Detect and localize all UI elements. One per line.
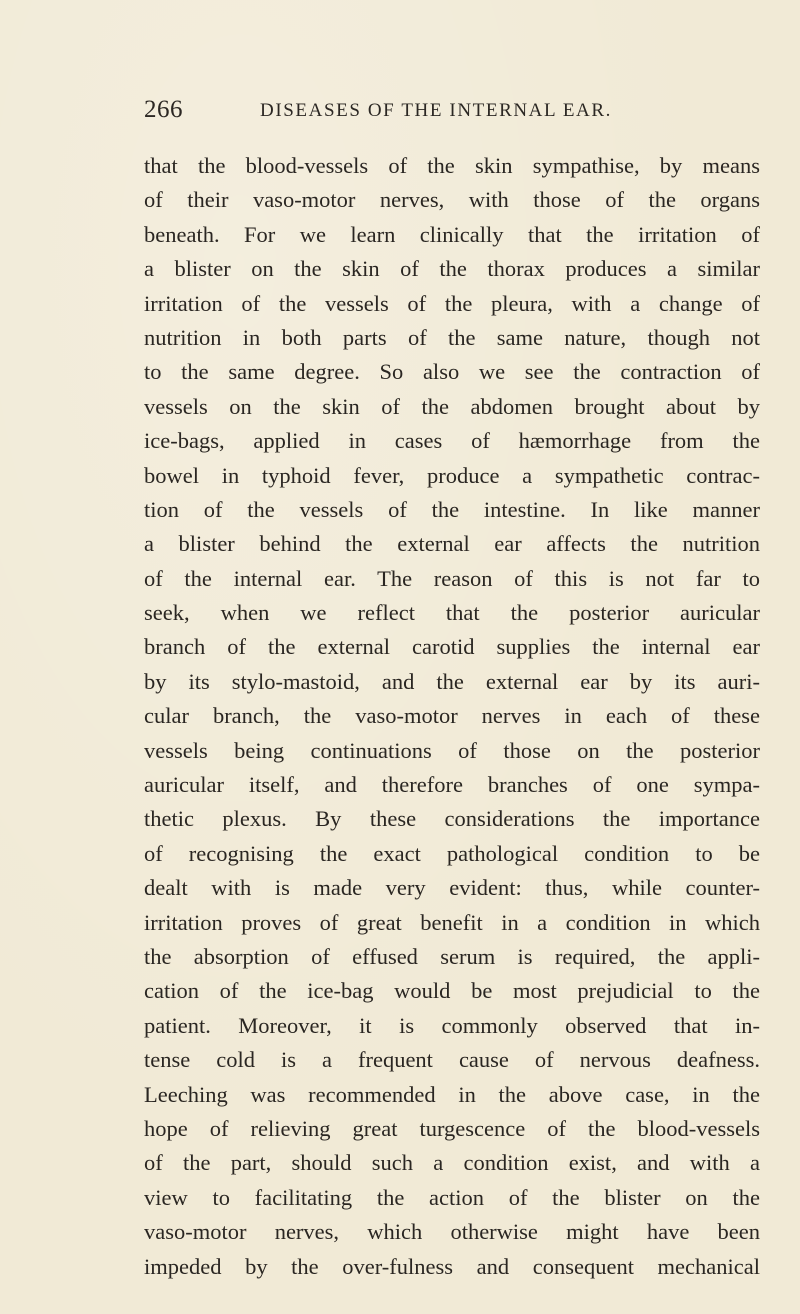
text-line: irritation of the vessels of the pleura, with a change of (144, 290, 760, 316)
text-line: of recognising the exact pathological condition to be (144, 840, 760, 866)
text-line: auricular itself, and therefore branches of one sympa- (144, 772, 760, 798)
text-line: by its stylo-mastoid, and the external ear by its auri- (144, 668, 760, 694)
text-line: vessels being continuations of those on the posterior (144, 737, 760, 763)
text-line: impeded by the over-fulness and consequent mechanical (144, 1253, 760, 1279)
text-line: view to facilitating the action of the blister on the (144, 1184, 760, 1210)
text-line: of the part, should such a condition exist, and with a (144, 1150, 760, 1176)
page-header (0, 96, 800, 132)
text-line: vessels on the skin of the abdomen brought about by (144, 393, 760, 419)
text-line: branch of the external carotid supplies the internal ear (144, 634, 760, 660)
text-line: to the same degree. So also we see the contraction of (144, 359, 760, 385)
text-line: ice-bags, applied in cases of hæmorrhage from the (144, 428, 760, 454)
text-line: irritation proves of great benefit in a condition in which (144, 909, 760, 935)
text-line: hope of relieving great turgescence of the blood-vessels (144, 1115, 760, 1141)
text-line: patient. Moreover, it is commonly observed that in- (144, 1012, 760, 1038)
text-line: vaso-motor nerves, which otherwise might have been (144, 1219, 760, 1245)
text-line: that the blood-vessels of the skin sympathise, by means (144, 153, 760, 178)
text-line: seek, when we reflect that the posterior auricular (144, 600, 760, 626)
page-number: 266 (144, 96, 183, 123)
text-line: bowel in typhoid fever, produce a sympathetic contrac- (144, 462, 760, 488)
text-line: tense cold is a frequent cause of nervous deafness. (144, 1047, 760, 1073)
text-line: thetic plexus. By these considerations the importance (144, 806, 760, 832)
text-line: the absorption of effused serum is required, the appli- (144, 943, 760, 969)
text-line: of their vaso-motor nerves, with those of the organs (144, 187, 760, 213)
text-line: nutrition in both parts of the same nature, though not (144, 324, 760, 350)
text-line: tion of the vessels of the intestine. In like manner (144, 496, 760, 522)
text-line: a blister behind the external ear affects the nutrition (144, 531, 760, 557)
body-paragraph (144, 149, 760, 1284)
text-line: dealt with is made very evident: thus, while counter- (144, 875, 760, 901)
running-title: DISEASES OF THE INTERNAL EAR. (260, 100, 612, 121)
text-line: cation of the ice-bag would be most prejudicial to the (144, 978, 760, 1004)
text-line: a blister on the skin of the thorax produces a similar (144, 256, 760, 282)
text-line: cular branch, the vaso-motor nerves in each of these (144, 703, 760, 729)
text-line: of the internal ear. The reason of this is not far to (144, 565, 760, 591)
text-line: Leeching was recommended in the above case, in the (144, 1081, 760, 1107)
text-line: beneath. For we learn clinically that the irritation of (144, 221, 760, 247)
